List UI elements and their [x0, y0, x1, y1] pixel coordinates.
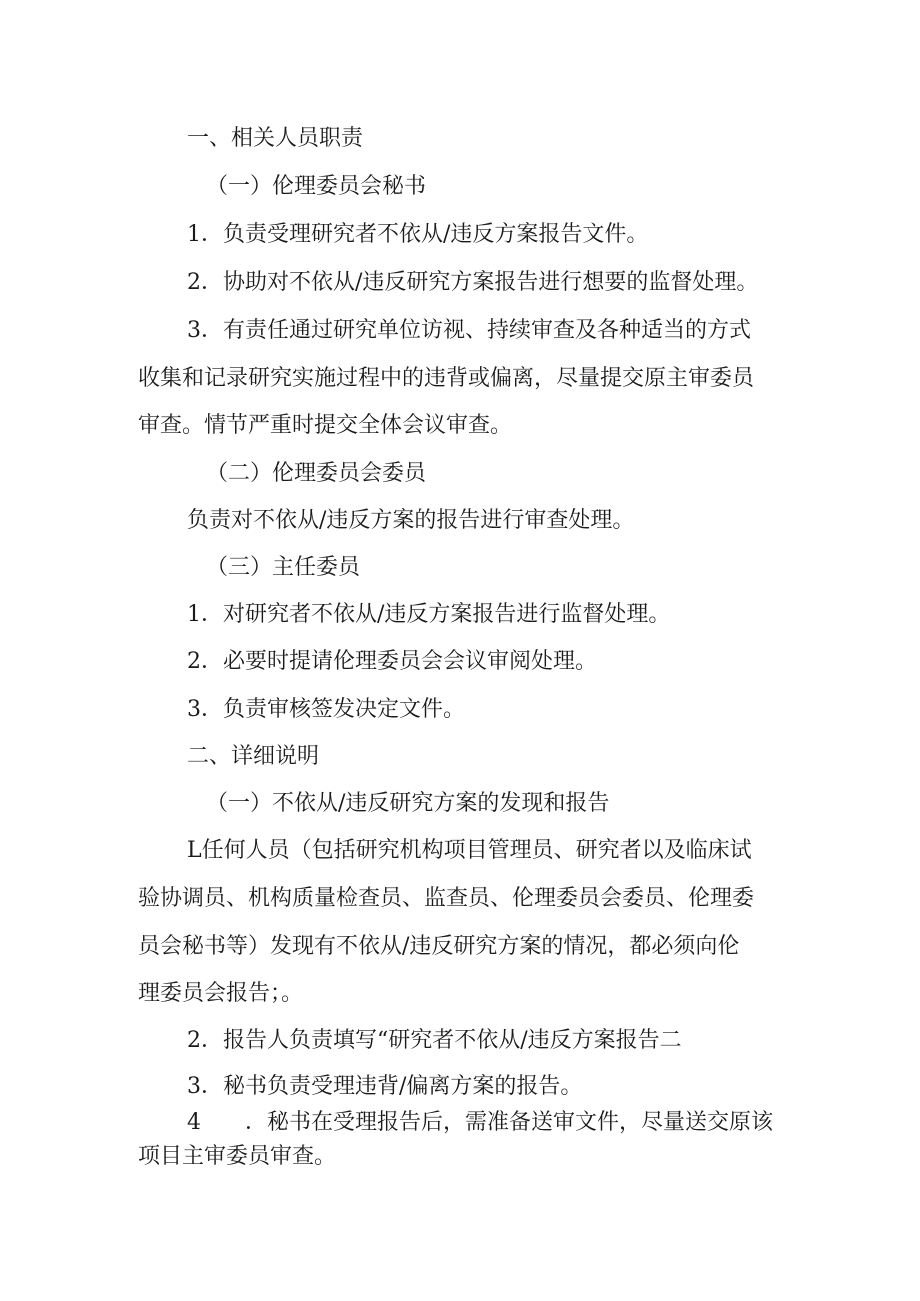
s2-item4-line1: 4 ．秘书在受理报告后，需准备送审文件，尽量送交原该	[187, 1110, 773, 1135]
section1-heading: 一、相关人员职责	[187, 126, 364, 151]
s2-item3: 3．秘书负责受理违背/偏离方案的报告。	[187, 1074, 583, 1099]
sub1-item1: 1．负责受理研究者不依从/违反方案报告文件。	[187, 222, 649, 247]
sub1-item3-line2: 收集和记录研究实施过程中的违背或偏离，尽量提交原主审委员	[138, 366, 755, 391]
section2-heading: 二、详细说明	[187, 744, 320, 769]
sub3-item1: 1．对研究者不依从/违反方案报告进行监督处理。	[187, 602, 671, 627]
sub2-heading: （二）伦理委员会委员	[206, 461, 427, 486]
s2-item4-line2: 项目主审委员审查。	[138, 1144, 337, 1169]
sub1-item3-line1: 3．有责任通过研究单位访视、持续审查及各种适当的方式	[187, 318, 751, 343]
sub1-heading: （一）伦理委员会秘书	[206, 174, 427, 199]
s2-item1-line4: 理委员会报告；。	[138, 981, 304, 1006]
s2-item2: 2．报告人负责填写“研究者不依从/违反方案报告二	[187, 1028, 682, 1053]
s2-item1-line3: 员会秘书等）发现有不依从/违反研究方案的情况，都必须向伦	[138, 934, 740, 959]
sub3-heading: （三）主任委员	[206, 555, 361, 580]
s2-item1-line2: 验协调员、机构质量检查员、监查员、伦理委员会委员、伦理委	[138, 886, 755, 911]
s2-sub1-heading: （一）不依从/违反研究方案的发现和报告	[206, 791, 610, 816]
s2-item1-line1: L任何人员（包括研究机构项目管理员、研究者以及临床试	[187, 838, 752, 863]
sub3-item2: 2．必要时提请伦理委员会会议审阅处理。	[187, 649, 597, 674]
sub1-item3-line3: 审查。情节严重时提交全体会议审查。	[138, 413, 513, 438]
sub2-text: 负责对不依从/违反方案的报告进行审查处理。	[187, 508, 635, 533]
sub3-item3: 3．负责审核签发决定文件。	[187, 697, 465, 722]
sub1-item2: 2．协助对不依从/违反研究方案报告进行想要的监督处理。	[187, 270, 759, 295]
